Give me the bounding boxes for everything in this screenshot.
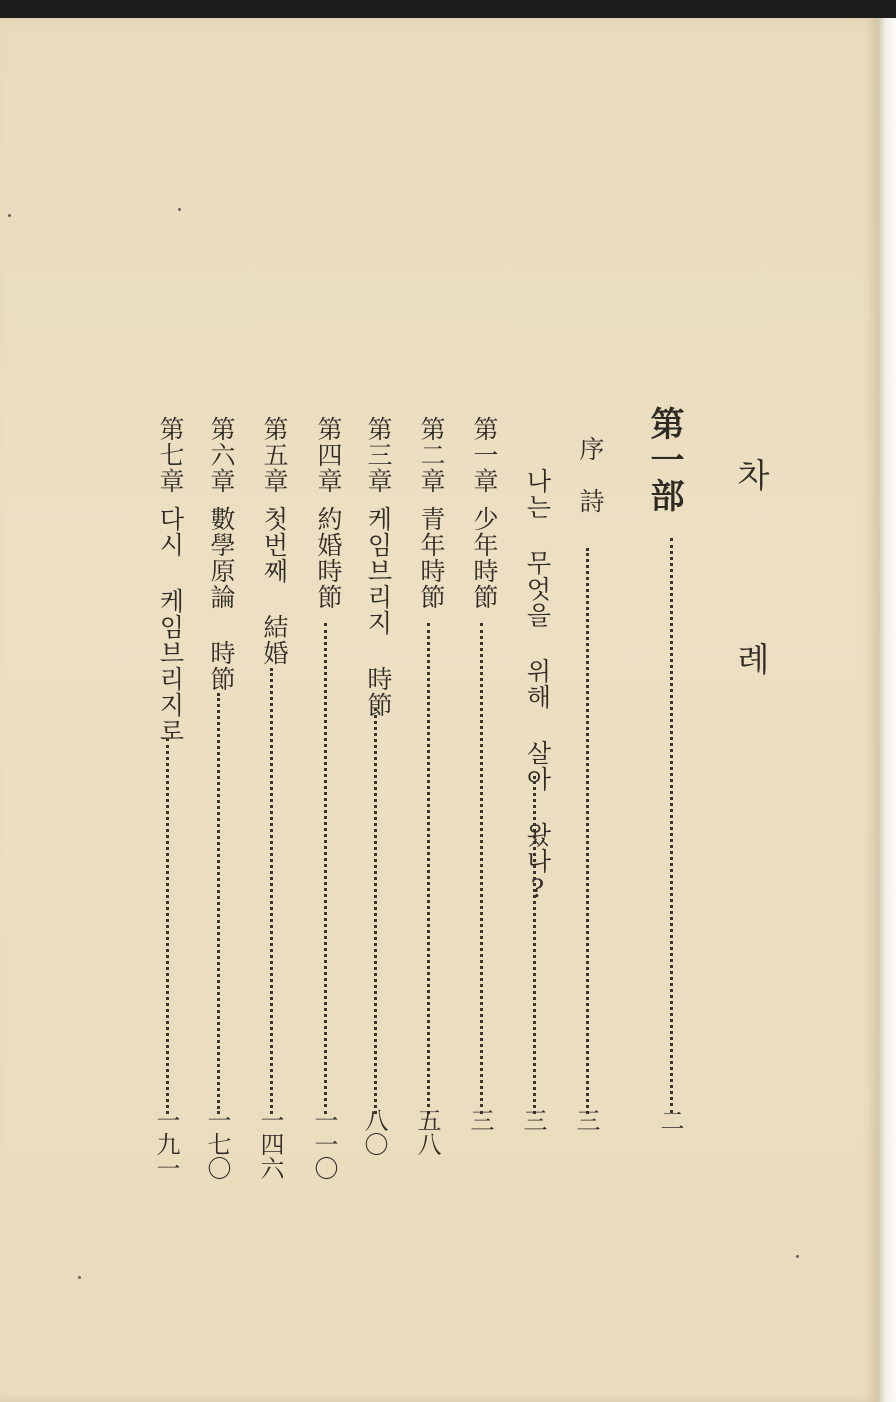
leader-dots [270, 668, 273, 1114]
leader-dots [324, 623, 327, 1114]
paper-speck [178, 208, 181, 211]
toc-entry-title: 少年時節 [470, 506, 499, 610]
toc-entry-title: 다시 케임브리지로 [156, 506, 185, 744]
page-number: 三 [572, 1108, 600, 1132]
toc-entry-title: 나는 무엇을 위해 살아 왔나? [523, 468, 552, 904]
page-number: 一七〇 [203, 1108, 231, 1180]
page-number: 三 [519, 1108, 547, 1132]
leader-dots [374, 708, 377, 1114]
leader-dots [533, 776, 536, 1114]
toc-entry-title: 序 詩 [576, 436, 605, 514]
leader-dots [217, 693, 220, 1114]
leader-dots [166, 738, 169, 1114]
toc-chapter-number: 第五章 [260, 416, 289, 494]
page-number: 一九一 [152, 1108, 180, 1180]
part-heading: 第一部 [644, 406, 684, 514]
toc-chapter-number: 第六章 [207, 416, 236, 494]
page-number: 五八 [413, 1108, 441, 1156]
toc-entry-title: 첫번째 結婚 [260, 506, 289, 666]
page-number: 一一〇 [310, 1108, 338, 1180]
paper-speck [78, 1276, 81, 1279]
toc-chapter-number: 第一章 [470, 416, 499, 494]
paper-speck [8, 214, 11, 217]
page-edge [878, 18, 896, 1402]
toc-entry-title: 青年時節 [417, 506, 446, 610]
toc-entry-title: 約婚時節 [314, 506, 343, 610]
toc-chapter-number: 第四章 [314, 416, 343, 494]
page-number: 三 [466, 1108, 494, 1132]
page-number: 二 [656, 1108, 684, 1132]
toc-chapter-number: 第七章 [156, 416, 185, 494]
page-number: 八〇 [360, 1108, 388, 1156]
leader-dots [480, 623, 483, 1114]
book-page [0, 18, 878, 1402]
paper-speck [796, 1255, 799, 1258]
toc-chapter-number: 第三章 [364, 416, 393, 494]
toc-title: 차 례 [732, 458, 771, 731]
leader-dots [586, 548, 589, 1114]
toc-entry-title: 數學原論 時節 [207, 506, 236, 692]
toc-chapter-number: 第二章 [417, 416, 446, 494]
leader-dots [427, 623, 430, 1114]
leader-dots [670, 538, 673, 1113]
toc-entry-title: 케임브리지 時節 [364, 506, 393, 718]
page-number: 一四六 [256, 1108, 284, 1180]
